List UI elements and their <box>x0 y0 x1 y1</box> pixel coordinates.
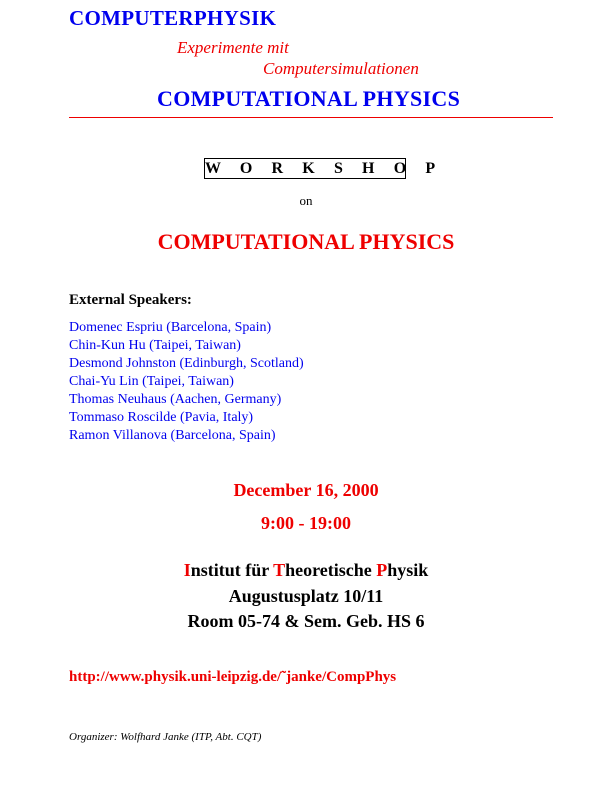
header-title-de: COMPUTERPHYSIK <box>69 6 277 30</box>
institute-part: heoretische <box>285 560 377 580</box>
header-subtitle-line2: Computersimulationen <box>263 59 419 78</box>
speaker-item: Chai-Yu Lin (Taipei, Taiwan) <box>69 374 234 389</box>
speaker-item: Ramon Villanova (Barcelona, Spain) <box>69 428 276 443</box>
organizer-note: Organizer: Wolfhard Janke (ITP, Abt. CQT) <box>69 731 262 743</box>
speakers-list <box>69 319 304 445</box>
institute-part: hysik <box>387 560 429 580</box>
speakers-heading: External Speakers: <box>69 292 192 308</box>
workshop-box: W O R K S H O P <box>205 160 443 177</box>
institute-initial-t: T <box>273 560 286 580</box>
institute-part: nstitut für <box>190 560 274 580</box>
institute-initial-i: I <box>183 560 191 580</box>
venue-room: Room 05-74 & Sem. Geb. HS 6 <box>187 611 425 631</box>
speaker-item: Chin-Kun Hu (Taipei, Taiwan) <box>69 338 241 353</box>
speaker-item: Thomas Neuhaus (Aachen, Germany) <box>69 392 282 407</box>
venue-institute <box>0 560 612 581</box>
header-divider <box>69 117 553 118</box>
header-subtitle-line1: Experimente mit <box>177 38 289 57</box>
workshop-url-link[interactable]: http://www.physik.uni-leipzig.de/˜janke/CompPhys <box>69 669 397 685</box>
workshop-title: COMPUTATIONAL PHYSICS <box>157 229 455 254</box>
speaker-item: Desmond Johnston (Edinburgh, Scotland) <box>69 356 304 371</box>
speaker-item: Tommaso Roscilde (Pavia, Italy) <box>69 410 254 425</box>
event-time: 9:00 - 19:00 <box>261 513 351 533</box>
venue-address: Augustusplatz 10/11 <box>228 586 384 606</box>
header-title-en: COMPUTATIONAL PHYSICS <box>157 86 461 111</box>
speaker-item: Domenec Espriu (Barcelona, Spain) <box>69 320 272 335</box>
workshop-on: on <box>299 193 313 208</box>
institute-initial-p: P <box>376 560 388 580</box>
event-date: December 16, 2000 <box>233 480 379 500</box>
